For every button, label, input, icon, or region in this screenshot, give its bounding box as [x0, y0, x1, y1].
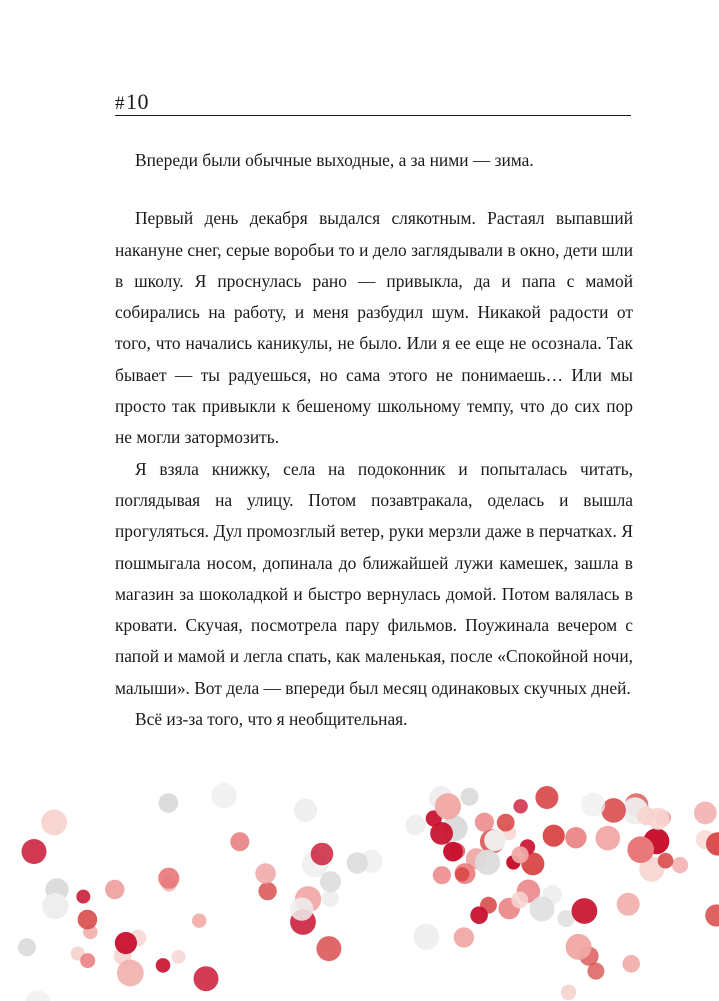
confetti-dot [322, 890, 339, 907]
confetti-dot [405, 815, 425, 835]
confetti-dot [694, 802, 717, 825]
confetti-dot [80, 953, 95, 968]
confetti-dot [347, 852, 368, 873]
confetti-dot [413, 924, 439, 950]
confetti-dot [172, 950, 186, 964]
page-header [115, 88, 631, 118]
confetti-dot [658, 853, 674, 869]
confetti-dot [76, 890, 90, 904]
confetti-dot [455, 867, 469, 881]
confetti-dot [18, 938, 36, 956]
confetti-dot [705, 904, 719, 926]
confetti-dot [470, 906, 488, 924]
confetti-dot [637, 807, 655, 825]
confetti-dot [159, 793, 179, 813]
confetti-dot [617, 893, 640, 916]
paragraph-1: Впереди были обычные выходные, а за ними — зима. [135, 150, 534, 170]
confetti-dot [581, 793, 605, 817]
confetti-dot [475, 850, 500, 875]
header-rule [115, 115, 631, 116]
confetti-dot [596, 826, 621, 851]
confetti-dot [497, 814, 515, 832]
confetti-dot [529, 896, 554, 921]
page-number-value: 10 [126, 89, 149, 114]
confetti-dot [672, 857, 688, 873]
confetti-dot [430, 822, 453, 845]
confetti-dot [460, 788, 478, 806]
confetti-dot [192, 914, 206, 928]
body-text [115, 145, 633, 735]
confetti-dot [156, 958, 171, 973]
confetti-dot [41, 810, 67, 836]
confetti-dot [117, 960, 144, 987]
paragraph-2: Первый день декабря выдался слякотным. Растаял выпавший накануне снег, серые воробьи то и дело заглядывали в окно, дети шли в школу. Я проснулась рано — привыкла, да и папа с мамой собирались на работу, и меня разбудил шум. Никакой радости от того, что начались каникулы, не было. Или я ее еще не осознала. Так бывает — ты радуешься, но сама этого не понимаешь… Или мы просто так привыкли к бешеному школьному темпу, что до сих пор не могли затормозить. [115, 208, 633, 448]
confetti-dot [475, 813, 494, 832]
confetti-dot [255, 863, 276, 884]
confetti-dot [572, 898, 598, 924]
paragraph-3: Я взяла книжку, села на подоконник и попыталась читать, поглядывая на улицу. Потом позавтракала, оделась и вышла прогуляться. Дул промозглый ветер, руки мерзли даже в перчатках. Я пошмыгала носом, допинала до ближайшей лужи камешек, зашла в магазин за шоколадкой и быстро вернулась домой. Потом валялась в кровати. Скучая, посмотрела пару фильмов. Поужинала вечером с папой и мамой и легла спать, как маленькая, после «Спокойной ночи, малыши». Вот дела — впереди был месяц одинаковых скучных дней. [115, 458, 633, 698]
confetti-dot [78, 910, 98, 930]
confetti-dot [433, 866, 451, 884]
confetti-dot [543, 825, 565, 847]
confetti-dot [230, 832, 249, 851]
confetti-dot [454, 927, 474, 947]
confetti-dot [105, 880, 124, 899]
confetti-dot [25, 990, 50, 1001]
confetti-dot [158, 868, 179, 889]
confetti-dot [194, 966, 219, 991]
confetti-decoration [0, 780, 719, 1001]
confetti-dot [565, 827, 586, 848]
confetti-dot [320, 871, 341, 892]
confetti-dot [511, 846, 528, 863]
paragraph-4: Всё из-за того, что я необщительная. [135, 709, 408, 730]
confetti-dot [42, 893, 68, 919]
confetti-dot [290, 897, 313, 920]
confetti-dot [513, 799, 527, 813]
confetti-dot [587, 963, 604, 980]
confetti-dot [258, 882, 276, 900]
confetti-dot [622, 955, 640, 973]
confetti-dot [601, 798, 626, 823]
confetti-dot [115, 932, 137, 954]
confetti-dot [316, 936, 341, 961]
confetti-dot [561, 985, 576, 1000]
confetti-dot [311, 843, 334, 866]
page-number-symbol: # [115, 93, 125, 114]
confetti-dot [435, 793, 461, 819]
confetti-dot [22, 839, 47, 864]
confetti-dot [511, 892, 528, 909]
confetti-dot [627, 836, 654, 863]
confetti-dot [443, 842, 463, 862]
confetti-dot [294, 799, 317, 822]
confetti-dot [484, 830, 506, 852]
confetti-dot [535, 786, 558, 809]
page-number [115, 90, 149, 116]
confetti-dot [211, 783, 236, 808]
confetti-dot [566, 934, 592, 960]
